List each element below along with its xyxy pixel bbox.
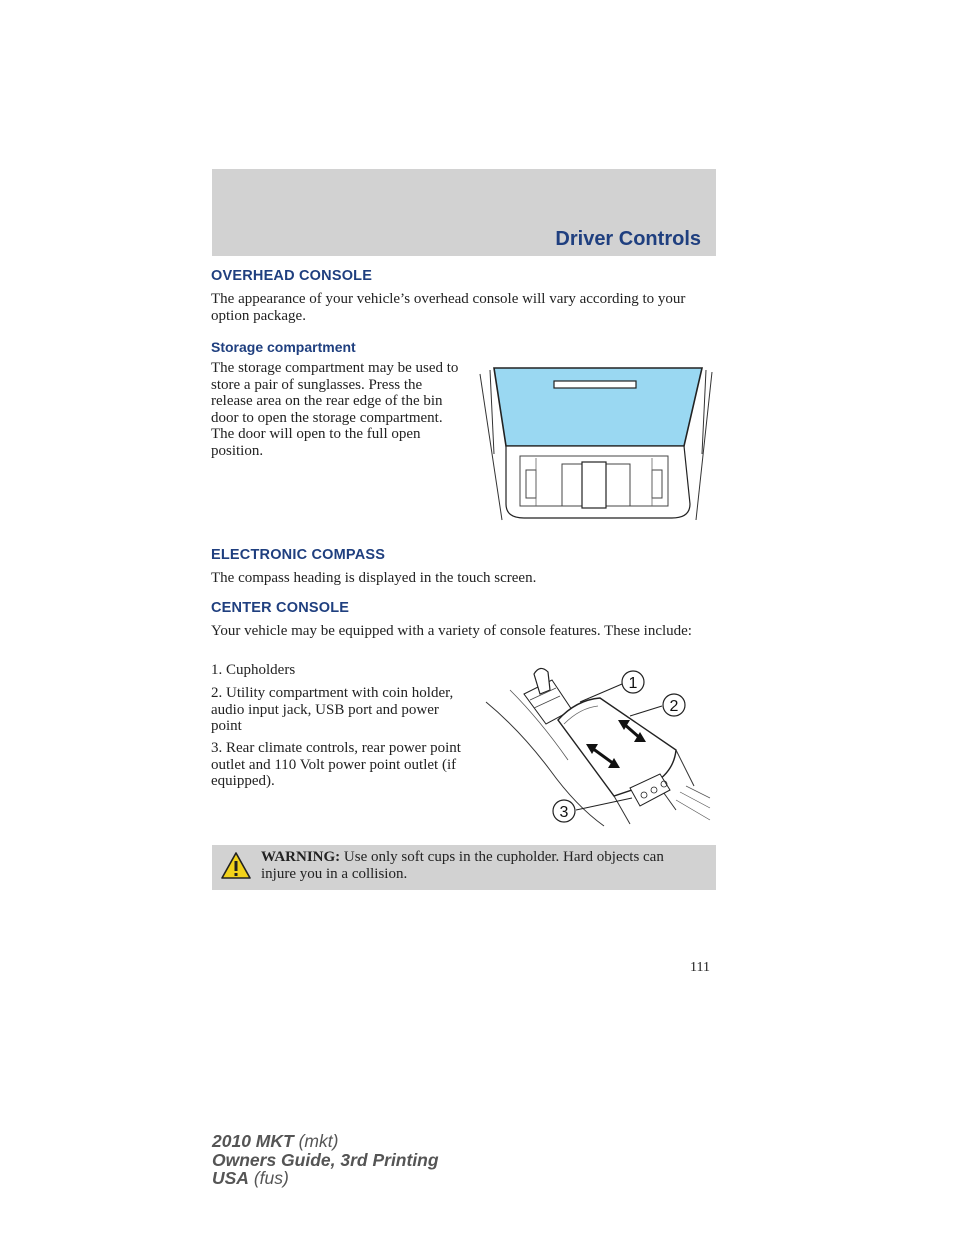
warning-triangle-icon [220, 851, 252, 881]
electronic-compass-heading: ELECTRONIC COMPASS [211, 547, 386, 563]
warning-label: WARNING: [261, 849, 341, 865]
page-number: 111 [690, 960, 710, 975]
callout-3-label: 3 [559, 804, 569, 821]
overhead-console-text: The appearance of your vehicle’s overhead console will vary according to your option package. [211, 291, 686, 324]
footer [212, 1132, 439, 1188]
center-console-heading: CENTER CONSOLE [211, 600, 350, 616]
footer-model-code: (mkt) [293, 1131, 339, 1151]
storage-compartment-heading: Storage compartment [211, 339, 356, 355]
warning-box [212, 845, 716, 890]
footer-line-model [212, 1132, 439, 1151]
header-band [212, 169, 716, 256]
callout-2 [663, 694, 685, 716]
storage-compartment-text: The storage compartment may be used to store a pair of sunglasses. Press the release area on the rear edge of the bin door to open the storage compartment. The door will open to the full open position. [211, 360, 459, 459]
warning-text [261, 849, 701, 882]
callout-2-label: 2 [669, 698, 679, 715]
footer-market: USA [212, 1168, 249, 1188]
callout-1-label: 1 [628, 675, 638, 692]
center-console-illustration [480, 660, 712, 830]
callout-1 [622, 671, 644, 693]
list-item: 2. Utility compartment with coin holder, audio input jack, USB port and power point [211, 685, 454, 734]
overhead-console-illustration [476, 362, 718, 522]
center-console-intro: Your vehicle may be equipped with a variety of console features. These include: [211, 623, 692, 639]
footer-market-code: (fus) [248, 1168, 289, 1188]
footer-line-market [212, 1169, 439, 1188]
electronic-compass-text: The compass heading is displayed in the touch screen. [211, 570, 537, 586]
warning-message: Use only soft cups in the cupholder. Hard objects can injure you in a collision. [261, 849, 664, 882]
footer-model: 2010 MKT [212, 1131, 294, 1151]
list-item: 3. Rear climate controls, rear power point outlet and 110 Volt power point outlet (if equipped). [211, 740, 461, 789]
page-title: Driver Controls [555, 228, 701, 250]
callout-3 [553, 800, 575, 822]
overhead-console-heading: OVERHEAD CONSOLE [211, 268, 373, 284]
footer-guide: Owners Guide, 3rd Printing [212, 1149, 439, 1170]
sunglasses-bin-door [494, 368, 702, 446]
list-item: 1. Cupholders [211, 662, 296, 678]
release-area [554, 381, 636, 388]
